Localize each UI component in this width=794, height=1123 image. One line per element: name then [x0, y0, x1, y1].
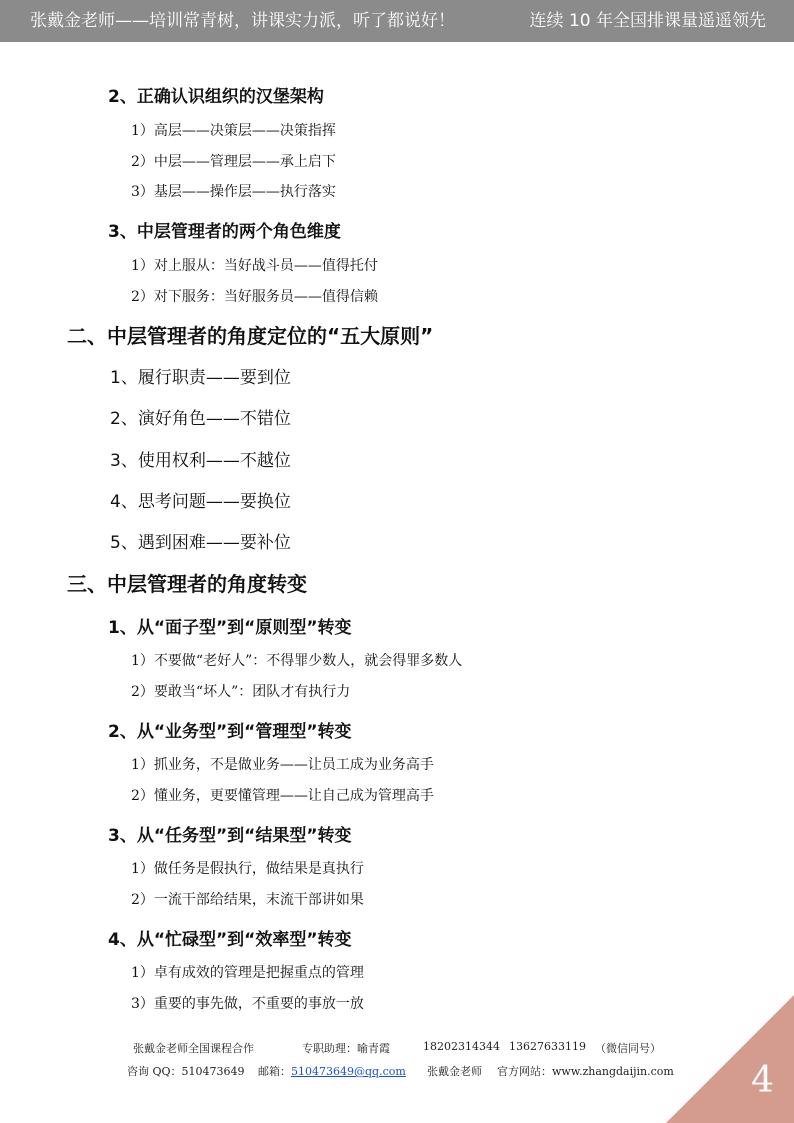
email-link[interactable]: 510473649@qq.com: [291, 1065, 406, 1078]
principle-item: 2、演好角色——不错位: [110, 409, 291, 429]
principle-item: 4、思考问题——要换位: [110, 492, 291, 512]
section-heading: 3、中层管理者的两个角色维度: [108, 222, 341, 242]
list-item: 2）对下服务：当好服务员——值得信赖: [131, 289, 378, 305]
principle-item: 1、履行职责——要到位: [110, 368, 291, 388]
section-heading: 1、从“面子型”到“原则型”转变: [108, 618, 352, 638]
principle-item: 3、使用权利——不越位: [110, 451, 291, 471]
page-number: 4: [751, 1060, 774, 1101]
list-item: 3）基层——操作层——执行落实: [131, 184, 336, 200]
header-slogan: 张戴金老师——培训常青树，讲课实力派，听了都说好！: [30, 11, 455, 31]
footer-assistant: 专职助理：喻青霞: [302, 1042, 390, 1055]
list-item: 2）一流干部给结果，末流干部讲如果: [131, 892, 364, 908]
list-item: 2）要敢当“坏人”：团队才有执行力: [131, 684, 351, 700]
page-header: [0, 0, 794, 42]
footer-phone-1: 18202314344: [423, 1040, 500, 1053]
list-item: 1）抓业务，不是做业务——让员工成为业务高手: [131, 757, 434, 773]
section-heading: 2、正确认识组织的汉堡架构: [108, 87, 324, 107]
chapter-heading: 二、中层管理者的角度定位的“五大原则”: [67, 324, 434, 348]
page-corner-decoration: [666, 995, 794, 1123]
list-item: 1）不要做“老好人”：不得罪少数人，就会得罪多数人: [131, 653, 463, 669]
list-item: 1）对上服从：当好战斗员——值得托付: [131, 258, 378, 274]
footer-teacher: 张戴金老师: [427, 1065, 482, 1078]
section-heading: 4、从“忙碌型”到“效率型”转变: [108, 930, 352, 950]
list-item: 2）懂业务，更要懂管理——让自己成为管理高手: [131, 788, 434, 804]
principle-item: 5、遇到困难——要补位: [110, 533, 291, 553]
list-item: 1）做任务是假执行，做结果是真执行: [131, 861, 364, 877]
footer-website: 官方网站：www.zhangdaijin.com: [497, 1065, 674, 1078]
list-item: 1）高层——决策层——决策指挥: [131, 123, 336, 139]
footer-qq: 咨询 QQ：510473649: [127, 1065, 245, 1078]
list-item: 3）重要的事先做，不重要的事放一放: [131, 996, 364, 1012]
section-heading: 2、从“业务型”到“管理型”转变: [108, 722, 352, 742]
footer-phone-2: 13627633119: [509, 1040, 586, 1053]
corner-triangle: [666, 995, 794, 1123]
footer-wechat-note: （微信同号）: [595, 1042, 661, 1055]
footer-email-label: 邮箱：: [258, 1065, 291, 1078]
footer-cooperation: 张戴金老师全国课程合作: [133, 1042, 254, 1055]
header-tagline: 连续 10 年全国排课量遥遥领先: [529, 11, 766, 31]
section-heading: 3、从“任务型”到“结果型”转变: [108, 826, 352, 846]
footer-email-row: [258, 1063, 406, 1079]
chapter-heading: 三、中层管理者的角度转变: [67, 572, 307, 596]
list-item: 2）中层——管理层——承上启下: [131, 154, 336, 170]
list-item: 1）卓有成效的管理是把握重点的管理: [131, 965, 364, 981]
